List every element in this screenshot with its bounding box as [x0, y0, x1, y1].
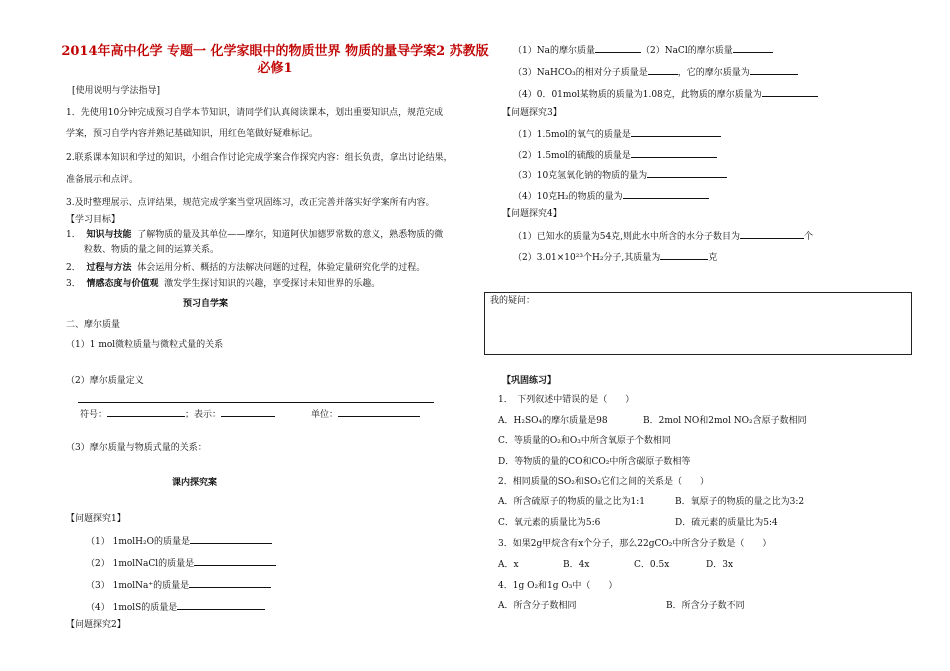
practice-q3-c: C．0.5x	[634, 560, 670, 570]
practice-q2-c: C．氧元素的质量比为5:6	[498, 518, 601, 528]
inquiry4-header: 【问题探究4】	[502, 209, 562, 219]
right-line-1: （1）Na的摩尔质量 （2）NaCl的摩尔质量	[513, 43, 773, 57]
usage-line-1b: 学案，预习自学内容并熟记基础知识，用红色笔做好疑难标记。	[66, 129, 319, 139]
practice-q2: 2．相同质量的SO₂和SO₃它们之间的关系是（ ）	[498, 477, 710, 487]
right-line-3: （4）0．01mol某物质的质量为1.08克，此物质的摩尔质量为	[513, 87, 818, 101]
goal-2: 2． 过程与方法 体会运用分析、概括的方法解决问题的过程，体验定量研究化学的过程。	[66, 263, 426, 273]
usage-line-2b: 准备展示和点评。	[66, 175, 139, 185]
question-2: （2）摩尔质量定义	[66, 376, 144, 386]
goal-1-text: 了解物质的量及其单位——摩尔，知道阿伏加德罗常数的意义，熟悉物质的微	[137, 230, 444, 240]
usage-line-1a: 1．先使用10分钟完成预习自学本节知识，请同学们认真阅读课本，划出重要知识点，规范完成	[66, 108, 444, 118]
practice-q1-c: C．等质量的O₂和O₃中所含氧原子个数相同	[498, 436, 671, 446]
definition-line	[78, 402, 434, 403]
goal-3-label: 情感态度与价值观	[86, 279, 159, 289]
goal-1: 1． 知识与技能 了解物质的量及其单位——摩尔，知道阿伏加德罗常数的意义，熟悉物质的微	[66, 230, 444, 240]
practice-q1-a: A．H₂SO₄的摩尔质量是98	[498, 416, 608, 426]
inquiry3-item-2: （2）1.5mol的硫酸的质量是	[513, 148, 717, 162]
practice-q2-a: A．所含硫原子的物质的量之比为1:1	[498, 497, 645, 507]
doubt-label: 我的疑问：	[490, 296, 536, 306]
goal-3: 3． 情感态度与价值观 激发学生探讨知识的兴趣，享受探讨未知世界的乐趣。	[66, 279, 381, 289]
inquiry3-item-3: （3）10克氢氧化钠的物质的量为	[513, 168, 727, 182]
inquiry1-blank-4	[177, 600, 265, 610]
practice-q4-a: A．所含分子数相同	[498, 601, 577, 611]
usage-line-3: 3.及时整理展示、点评结果，规范完成学案当堂巩固练习，改正完善并落实好学案所有内容。	[66, 198, 435, 208]
practice-q3: 3．如果2g甲烷含有x个分子，那么22gCO₂中所含分子数是（ ）	[498, 539, 772, 549]
usage-header: [使用说明与学法指导]	[72, 86, 161, 96]
practice-q2-d: D．硫元素的质量比为5:4	[675, 518, 778, 528]
inquiry1-header: 【问题探究1】	[66, 514, 126, 524]
inquiry3-item-1: （1）1.5mol的氧气的质量是	[513, 127, 721, 141]
right-line-2: （3）NaHCO₃的相对分子质量是 ，它的摩尔质量为	[513, 65, 798, 79]
section-2-heading: 二、摩尔质量	[66, 320, 121, 330]
symbol-blank	[107, 407, 185, 417]
goal-1-text-b: 粒数、物质的量之间的运算关系。	[84, 245, 220, 255]
practice-q4-b: B．所含分子数不同	[666, 601, 745, 611]
inquiry4-item-1: （1）已知水的质量为54克,则此水中所含的水分子数目为 个	[513, 229, 813, 243]
symbol-row	[80, 407, 420, 421]
inquiry1-blank-3	[189, 578, 271, 588]
practice-q1-b: B．2mol NO和2mol NO₂含原子数相同	[643, 416, 807, 426]
inquiry2-header: 【问题探究2】	[66, 620, 126, 630]
unit-blank	[338, 407, 420, 417]
practice-q3-b: B．4x	[563, 560, 590, 570]
question-3: （3）摩尔质量与物质式量的关系：	[66, 443, 207, 453]
doubt-box[interactable]	[484, 292, 912, 355]
goal-1-label: 知识与技能	[86, 230, 132, 240]
goals-header: 【学习目标】	[66, 215, 121, 225]
inquiry1-item-3: （3） 1molNa⁺的质量是	[86, 578, 271, 592]
practice-q3-a: A．x	[498, 560, 519, 570]
practice-q4: 4．1g O₂和1g O₃中（ ）	[498, 581, 618, 591]
inquiry4-item-2: （2）3.01×10²³个H₂分子,其质量为 克	[513, 250, 717, 264]
inquiry3-header: 【问题探究3】	[502, 108, 562, 118]
inquiry1-item-1: （1） 1molH₂O的质量是	[86, 534, 272, 548]
inquiry1-item-2: （2） 1molNaCl的质量是	[86, 556, 276, 570]
goal-3-text: 激发学生探讨知识的兴趣，享受探讨未知世界的乐趣。	[164, 279, 381, 289]
practice-q2-b: B．氧原子的物质的量之比为3:2	[675, 497, 805, 507]
practice-q3-d: D．3x	[706, 560, 734, 570]
practice-q1-d: D．等物质的量的CO和CO₂中所含碳原子数相等	[498, 457, 691, 467]
inquiry3-item-4: （4）10克H₂的物质的量为	[513, 189, 709, 203]
symbol-label: 符号：	[80, 410, 108, 420]
question-1: （1）1 mol微粒质量与微粒式量的关系	[66, 340, 224, 350]
inquiry1-blank-1	[190, 534, 272, 544]
inquiry1-item-4: （4） 1molS的质量是	[86, 600, 265, 614]
document-title: 2014年高中化学 专题一 化学家眼中的物质世界 物质的量导学案2 苏教版必修1	[61, 44, 489, 76]
represent-label: ；表示：	[185, 410, 222, 420]
practice-header: 【巩固练习】	[502, 376, 557, 386]
usage-line-2a: 2.联系课本知识和学过的知识，小组合作讨论完成学案合作探究内容：组长负责，拿出讨论结果，	[66, 153, 453, 163]
inquiry1-blank-2	[194, 556, 276, 566]
class-title: 课内探究案	[172, 478, 218, 488]
unit-label: 单位：	[311, 410, 339, 420]
goal-2-text: 体会运用分析、概括的方法解决问题的过程，体验定量研究化学的过程。	[137, 263, 426, 273]
goal-2-label: 过程与方法	[86, 263, 132, 273]
preview-title: 预习自学案	[183, 299, 229, 309]
practice-q1: 1． 下列叙述中错误的是（ ）	[498, 395, 635, 405]
represent-blank	[221, 407, 275, 417]
